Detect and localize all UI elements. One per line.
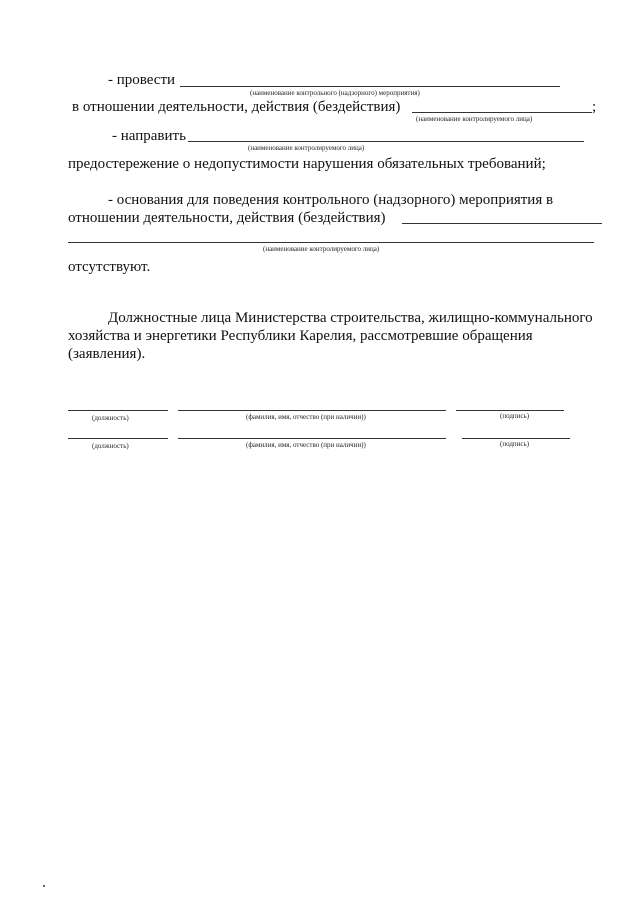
semicolon: ; (592, 99, 597, 115)
absent-text: отсутствуют. (68, 259, 151, 275)
fullname-caption-1: (фамилия, имя, отчество (при наличии)) (246, 413, 366, 421)
signature-blank-1[interactable] (456, 410, 564, 411)
grounds-blank-2[interactable] (68, 242, 594, 243)
officials-text-line2: хозяйства и энергетики Республики Карелия, рассмотревшие обращения (68, 328, 533, 344)
send-label: - направить (112, 128, 186, 144)
activity-text: в отношении деятельности, действия (бездействия) (72, 99, 401, 115)
fullname-blank-2[interactable] (178, 438, 446, 439)
position-caption-1: (должность) (92, 414, 129, 422)
fullname-caption-2: (фамилия, имя, отчество (при наличии)) (246, 441, 366, 449)
officials-text-line3: (заявления). (68, 346, 146, 362)
fullname-blank-1[interactable] (178, 410, 446, 411)
controlled-person-blank-2[interactable] (188, 141, 584, 142)
officials-text-line1: Должностные лица Министерства строительства, жилищно-коммунального (108, 310, 593, 326)
warning-text: предостережение о недопустимости нарушения обязательных требований; (68, 156, 546, 172)
position-blank-1[interactable] (68, 410, 168, 411)
grounds-text-line1: - основания для поведения контрольного (надзорного) мероприятия в (108, 192, 554, 208)
position-caption-2: (должность) (92, 442, 129, 450)
controlled-person-blank-1[interactable] (412, 112, 592, 113)
controlled-person-caption-2: (наименование контролируемого лица) (248, 144, 365, 152)
grounds-text-line2: отношении деятельности, действия (бездействия) (68, 210, 386, 226)
conduct-label: - провести (108, 72, 176, 88)
signature-caption-2: (подпись) (500, 440, 530, 448)
controlled-person-caption-3: (наименование контролируемого лица) (263, 245, 380, 253)
event-name-caption: (наименование контрольного (надзорного) мероприятия) (250, 89, 420, 97)
grounds-blank-1[interactable] (402, 223, 602, 224)
event-name-blank[interactable] (180, 86, 560, 87)
controlled-person-caption-1: (наименование контролируемого лица) (416, 115, 533, 123)
signature-blank-2[interactable] (462, 438, 570, 439)
position-blank-2[interactable] (68, 438, 168, 439)
scan-speck (43, 885, 45, 887)
signature-caption-1: (подпись) (500, 412, 530, 420)
